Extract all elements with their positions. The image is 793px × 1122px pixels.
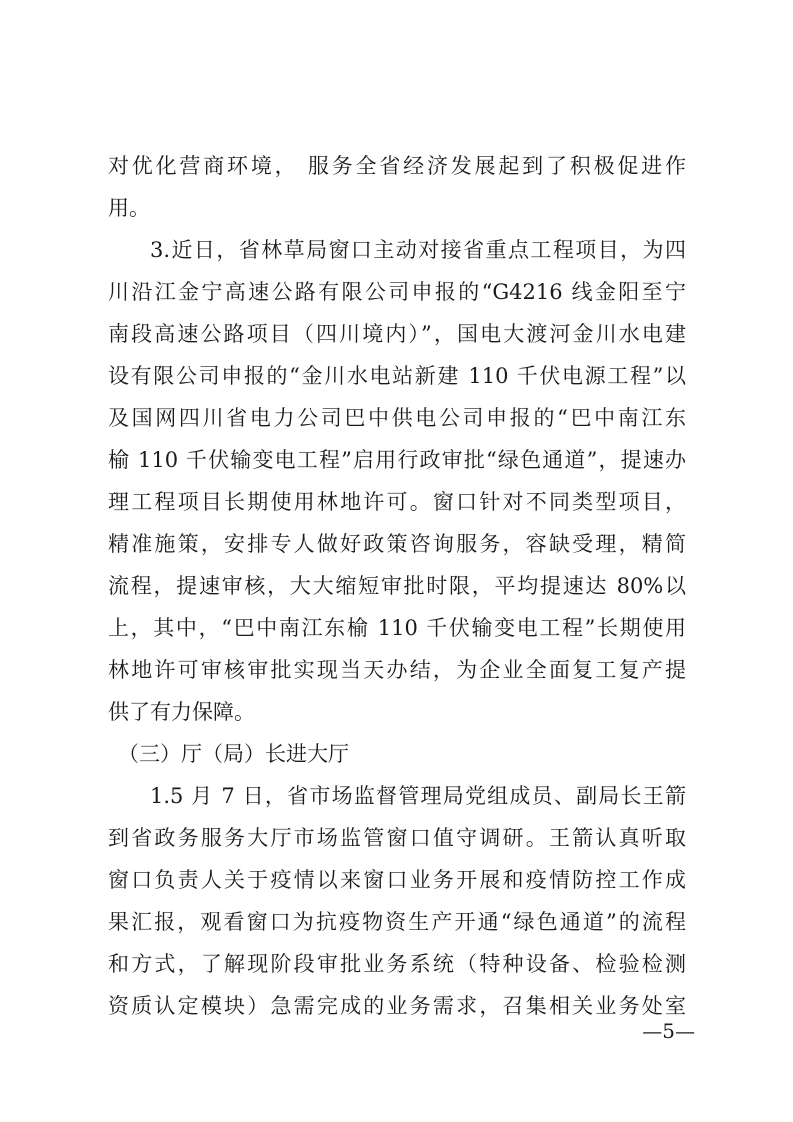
body-line: 1.5 月 7 日，省市场监督管理局党组成员、副局长王箭 (150, 784, 686, 808)
body-line: 林地许可审核审批实现当天办结，为企业全面复工复产提 (108, 658, 686, 682)
body-line: 和方式，了解现阶段审批业务系统（特种设备、检验检测 (108, 952, 686, 976)
body-line: 3.近日，省林草局窗口主动对接省重点工程项目，为四 (150, 238, 686, 262)
body-line: 川沿江金宁高速公路有限公司申报的“G4216 线金阳至宁 (108, 280, 686, 304)
body-line: 对优化营商环境， 服务全省经济发展起到了积极促进作 (108, 154, 686, 178)
body-line: 及国网四川省电力公司巴中供电公司申报的“巴中南江东 (108, 406, 686, 430)
body-line: 到省政务服务大厅市场监管窗口值守调研。王箭认真听取 (108, 826, 686, 850)
body-line: 南段高速公路项目（四川境内）”，国电大渡河金川水电建 (108, 322, 686, 346)
body-line: 窗口负责人关于疫情以来窗口业务开展和疫情防控工作成 (108, 868, 686, 892)
body-line: 果汇报，观看窗口为抗疫物资生产开通“绿色通道”的流程 (108, 910, 686, 934)
page-number: —5— (642, 1019, 695, 1043)
body-line: 资质认定模块）急需完成的业务需求，召集相关业务处室 (108, 994, 686, 1018)
body-line: 设有限公司申报的“金川水电站新建 110 千伏电源工程”以 (108, 364, 686, 388)
body-line: 供了有力保障。 (108, 700, 255, 724)
body-line: 用。 (108, 196, 150, 220)
body-line: 精准施策，安排专人做好政策咨询服务，容缺受理，精简 (108, 532, 686, 556)
body-line: 流程，提速审核，大大缩短审批时限，平均提速达 80%以 (108, 574, 686, 598)
body-line: 理工程项目长期使用林地许可。窗口针对不同类型项目， (108, 490, 686, 514)
body-line: 榆 110 千伏输变电工程”启用行政审批“绿色通道”，提速办 (108, 448, 686, 472)
body-line: 上，其中，“巴中南江东榆 110 千伏输变电工程”长期使用 (108, 616, 686, 640)
section-heading: （三）厅（局）长进大厅 (118, 742, 349, 766)
